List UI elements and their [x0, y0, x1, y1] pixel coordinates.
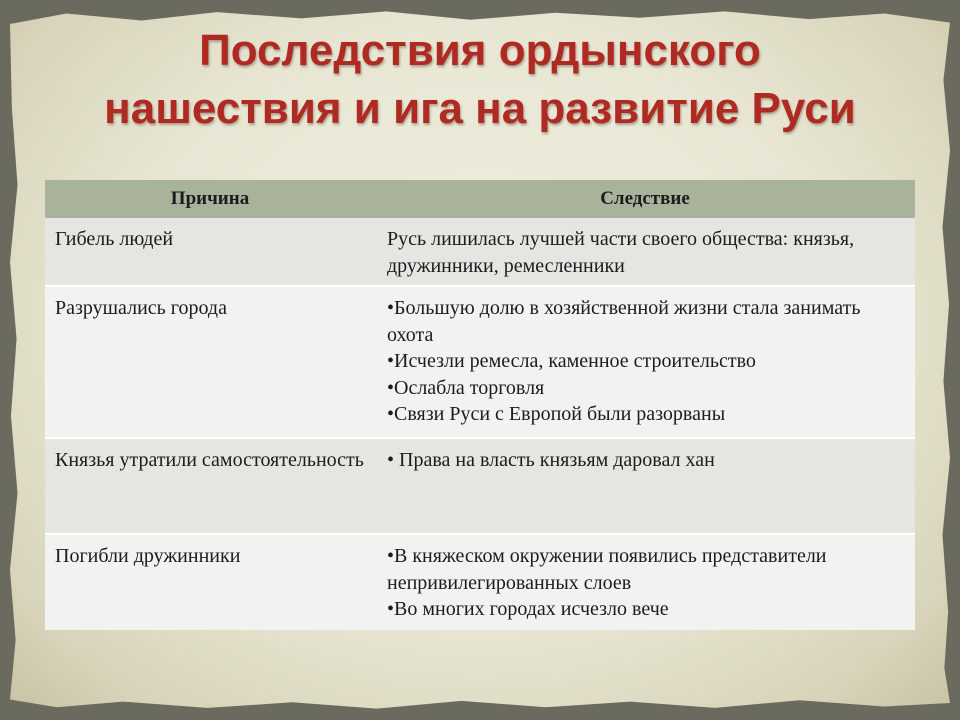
title-line-2: нашествия и ига на развитие Руси: [104, 84, 856, 133]
effect-bullet: •Исчезли ремесла, каменное строительство: [387, 350, 756, 372]
effect-bullet: •В княжеском окружении появились представители непривилегированных слоев: [387, 545, 827, 594]
effect-cell: [375, 534, 915, 630]
effect-bullet: •Ослабла торговля: [387, 376, 545, 399]
cause-cell: Разрушались города: [45, 286, 375, 438]
cause-cell: Гибель людей: [45, 218, 375, 286]
table-row: [45, 438, 915, 534]
cause-cell: Князья утратили самостоятельность: [45, 438, 375, 534]
slide-title: [0, 22, 960, 138]
effect-text: Русь лишилась лучшей части своего общества: князья, дружинники, ремесленники: [387, 228, 855, 277]
cause-cell: Погибли дружинники: [45, 534, 375, 630]
table-row: [45, 286, 915, 438]
column-header-effect: Следствие: [375, 180, 915, 218]
title-line-1: Последствия ордынского: [199, 26, 761, 75]
effect-bullet: •Во многих городах исчезло вече: [387, 598, 669, 620]
column-header-cause: Причина: [45, 180, 375, 218]
effect-bullet: •Большую долю в хозяйственной жизни стала занимать охота: [387, 297, 861, 346]
effect-bullet: • Права на власть князьям даровал хан: [387, 449, 715, 471]
effect-cell: [375, 218, 915, 286]
effect-bullet: •Связи Руси с Европой были разорваны: [387, 403, 726, 425]
table-header-row: [45, 180, 915, 218]
effect-cell: [375, 286, 915, 438]
effect-cell: [375, 438, 915, 534]
cause-effect-table: [45, 180, 915, 630]
table-row: [45, 534, 915, 630]
table-row: [45, 218, 915, 286]
